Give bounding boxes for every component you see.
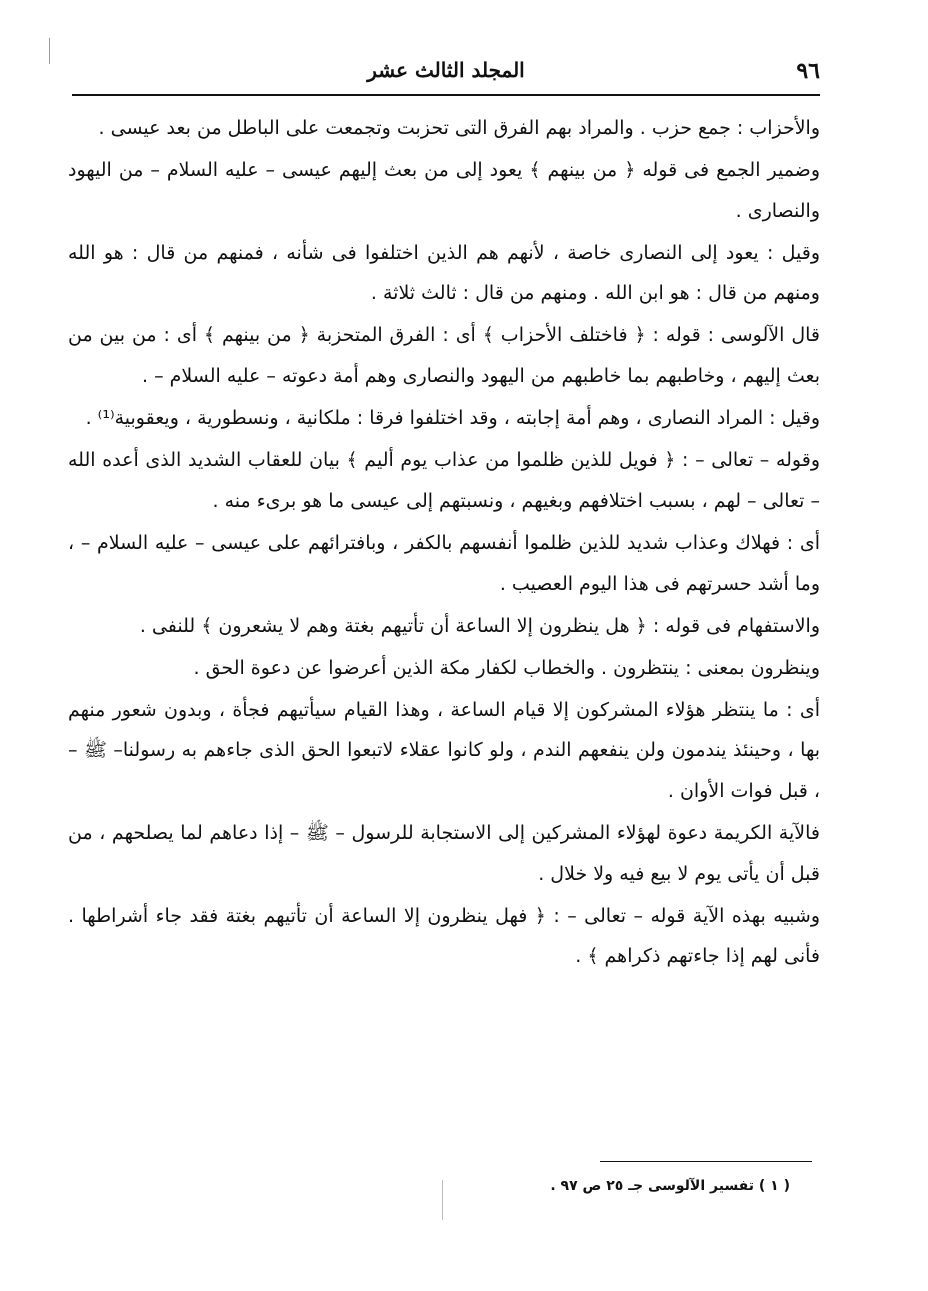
page-number: ٩٦ (796, 58, 820, 84)
footnote-rule (600, 1161, 812, 1162)
paragraph: وقيل : يعود إلى النصارى خاصة ، لأنهم هم الذين اختلفوا فى شأنه ، فمنهم من قال : هو الله ومنهم من قال : هو ابن الله . ومنهم من قال : ثالث ثلاثة . (68, 241, 820, 305)
scan-mark-top (49, 38, 50, 64)
paragraph: والاستفهام فى قوله : ﴿ هل ينظرون إلا الساعة أن تأتيهم بغتة وهم لا يشعرون ﴾ للنفى . (139, 614, 820, 637)
paragraph: فالآية الكريمة دعوة لهؤلاء المشركين إلى الاستجابة للرسول – ﷺ – إذا دعاهم لما يصلحهم ، من قبل أن يأتى يوم لا بيع فيه ولا خلال . (68, 822, 820, 885)
paragraph: وقوله – تعالى – : ﴿ فويل للذين ظلموا من عذاب يوم أليم ﴾ بيان للعقاب الشديد الذى أعده الله – تعالى – لهم ، بسبب اختلافهم وبغيهم ، ونسبتهم إلى عيسى ما هو برىء منه . (68, 449, 820, 512)
running-title: المجلد الثالث عشر (367, 58, 525, 82)
paragraph: وينظرون بمعنى : ينتظرون . والخطاب لكفار مكة الذين أعرضوا عن دعوة الحق . (193, 656, 820, 679)
paragraph: والأحزاب : جمع حزب . والمراد بهم الفرق التى تحزبت وتجمعت على الباطل من بعد عيسى . (98, 117, 820, 139)
page-header (72, 56, 820, 90)
paragraph: أى : ما ينتظر هؤلاء المشركون إلا قيام الساعة ، وهذا القيام سيأتيهم فجأة ، وبدون شعور منهم بها ، وحينئذ يندمون ولن ينفعهم الندم ، ولو كانوا عقلاء لاتبعوا الحق الذى جاءهم به رسولنا– ﷺ – ، قبل فوات الأوان . (68, 698, 820, 802)
footnote: ( ١ ) تفسير الآلوسى جـ ٢٥ ص ٩٧ . (550, 1178, 790, 1194)
paragraph: وضمير الجمع فى قوله ﴿ من بينهم ﴾ يعود إلى من بعث إليهم عيسى – عليه السلام – من اليهود والنصارى . (68, 159, 820, 222)
paragraph: وشبيه بهذه الآية قوله – تعالى – : ﴿ فهل ينظرون إلا الساعة أن تأتيهم بغتة فقد جاء أشراطها . فأنى لهم إذا جاءتهم ذكراهم ﴾ . (68, 904, 820, 968)
paragraph: أى : فهلاك وعذاب شديد للذين ظلموا أنفسهم بالكفر ، وبافترائهم على عيسى – عليه السلام – ، وما أشد حسرتهم فى هذا اليوم العصيب . (68, 531, 820, 595)
paragraph: قال الآلوسى : قوله : ﴿ فاختلف الأحزاب ﴾ أى : الفرق المتحزبة ﴿ من بينهم ﴾ أى : من بين من بعث إليهم ، وخاطبهم بما خاطبهم من اليهود والنصارى وهم أمة دعوته – عليه السلام – . (68, 324, 820, 388)
header-rule (72, 94, 820, 96)
paragraph: وقيل : المراد النصارى ، وهم أمة إجابته ، وقد اختلفوا فرقا : ملكانية ، ونسطورية ، ويعقوبية⁽¹⁾ . (85, 407, 820, 430)
body-text (68, 108, 820, 978)
